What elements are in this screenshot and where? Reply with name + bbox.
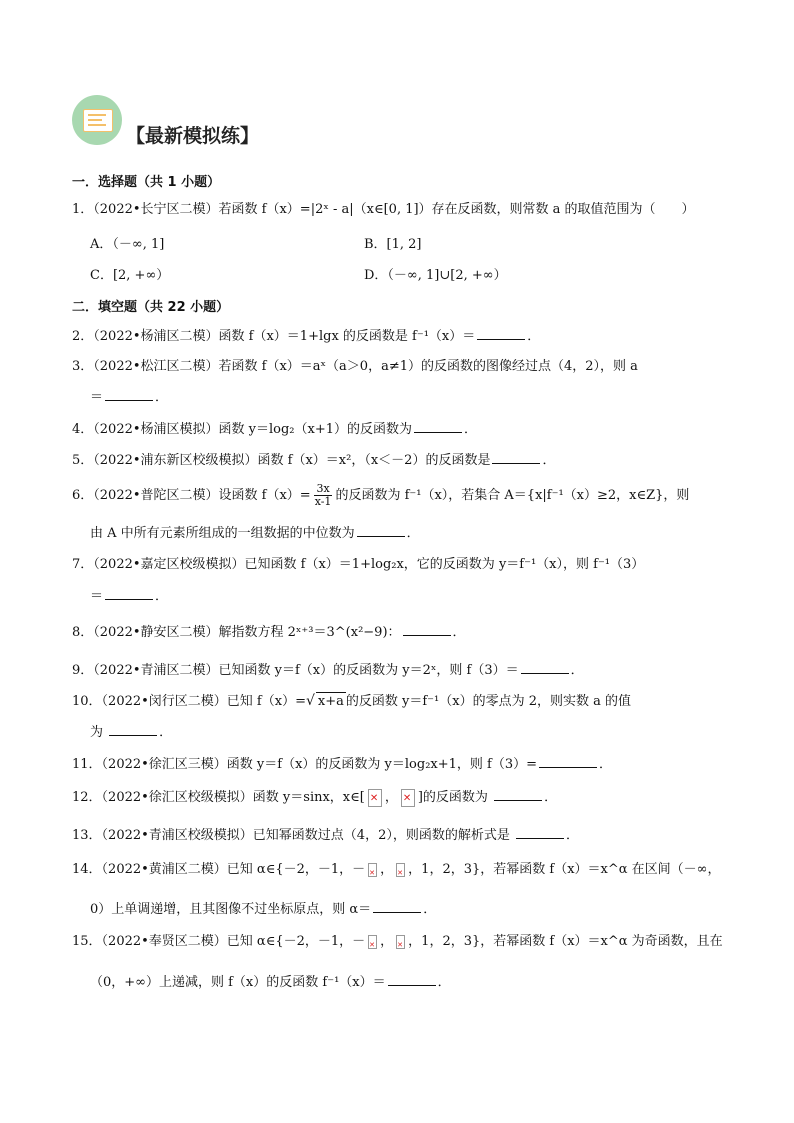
question-6: 6．（2022•普陀区二模）设函数 f（x）= $\frac{3x}{x-1}$ 的反函数为 f⁻¹（x），若集合 A＝{x|f⁻¹（x）≥2，x∈Z}，则 [72,482,690,508]
answer-blank[interactable] [403,623,451,636]
question-14: 14．（2022•黄浦区二模）已知 α∈{－2，－1，－✕ ，✕ ，1，2，3}，若幂函数 f（x）＝x^α 在区间（－∞， [72,861,721,879]
answer-blank[interactable] [109,723,157,736]
question-15-cont: （0，+∞）上递减，则 f（x）的反函数 f⁻¹（x）＝ ． [90,975,451,990]
answer-blank[interactable] [357,524,405,537]
question-1: 1．（2022•长宁区二模）若函数 f（x）=|2ˣ - a|（x∈[0, 1]）存在反函数，则常数 a 的取值范围为（ ） [72,202,695,217]
answer-blank[interactable] [492,451,540,464]
document-icon [72,95,122,145]
question-8: 8．（2022•静安区二模）解指数方程 2ˣ⁺³＝3^(x²−9)： ． [72,625,466,640]
broken-image-icon [368,789,382,807]
question-15: 15．（2022•奉贤区二模）已知 α∈{－2，－1，－✕ ，✕ ，1，2，3}，若幂函数 f（x）＝x^α 为奇函数，且在 [72,933,723,951]
broken-image-icon [401,789,415,807]
answer-blank[interactable] [521,661,569,674]
question-3: 3．（2022•松江区二模）若函数 f（x）＝aˣ（a＞0，a≠1）的反函数的图像经过点（4，2），则 a [72,359,638,374]
question-5: 5．（2022•浦东新区校级模拟）函数 f（x）＝x²，（x＜－2）的反函数是 ． [72,453,556,468]
question-12: 12．（2022•徐汇区校级模拟）函数 y＝sinx，x∈[✕ ，✕ ]的反函数为 ． [72,788,557,807]
broken-image-icon [396,935,405,949]
question-14-cont: 0）上单调递增，且其图像不过坐标原点，则 α＝ ． [90,902,437,917]
option-b: B．[1, 2] [364,237,422,252]
question-2: 2．（2022•杨浦区二模）函数 f（x）＝1+lgx 的反函数是 f⁻¹（x）＝ ． [72,329,541,344]
question-7-cont: ＝ ． [90,589,169,604]
broken-image-icon [368,935,377,949]
question-7: 7．（2022•嘉定区校级模拟）已知函数 f（x）＝1+log₂x，它的反函数为 y＝f⁻¹（x），则 f⁻¹（3） [72,557,645,572]
answer-blank[interactable] [105,388,153,401]
section-choice-title: 一．选择题（共 1 小题） [72,175,221,190]
option-a: A．（－∞, 1] [90,237,165,252]
answer-blank[interactable] [105,587,153,600]
question-3-cont: ＝ ． [90,390,169,405]
question-6-cont: 由 A 中所有元素所组成的一组数据的中位数为 ． [90,526,420,541]
broken-image-icon [396,863,405,877]
question-11: 11．（2022•徐汇区三模）函数 y＝f（x）的反函数为 y＝log₂x+1，则 f（3）= ． [72,757,613,772]
question-10-cont: 为 ． [90,725,173,740]
fraction: $\frac{3x}{x-1}$ [314,482,332,508]
answer-blank[interactable] [539,755,597,768]
question-9: 9．（2022•青浦区二模）已知函数 y＝f（x）的反函数为 y＝2ˣ，则 f（3）＝ ． [72,663,584,678]
answer-blank[interactable] [388,973,436,986]
broken-image-icon [368,863,377,877]
question-10: 10．（2022•闵行区二模）已知 f（x）=√ x+a 的反函数 y＝f⁻¹（x）的零点为 2，则实数 a 的值 [72,693,631,709]
option-c: C．[2, +∞） [90,268,170,283]
option-d: D．（－∞, 1]∪[2, +∞） [364,268,507,283]
answer-blank[interactable] [494,788,542,801]
answer-blank[interactable] [516,826,564,839]
answer-blank[interactable] [477,327,525,340]
page-heading: 【最新模拟练】 [126,125,260,147]
section-fill-title: 二．填空题（共 22 小题） [72,300,230,315]
answer-blank[interactable] [414,420,462,433]
question-13: 13．（2022•青浦区校级模拟）已知幂函数过点（4，2），则函数的解析式是 ． [72,828,579,843]
answer-blank[interactable] [373,900,421,913]
question-4: 4．（2022•杨浦区模拟）函数 y＝log₂（x+1）的反函数为 ． [72,422,478,437]
